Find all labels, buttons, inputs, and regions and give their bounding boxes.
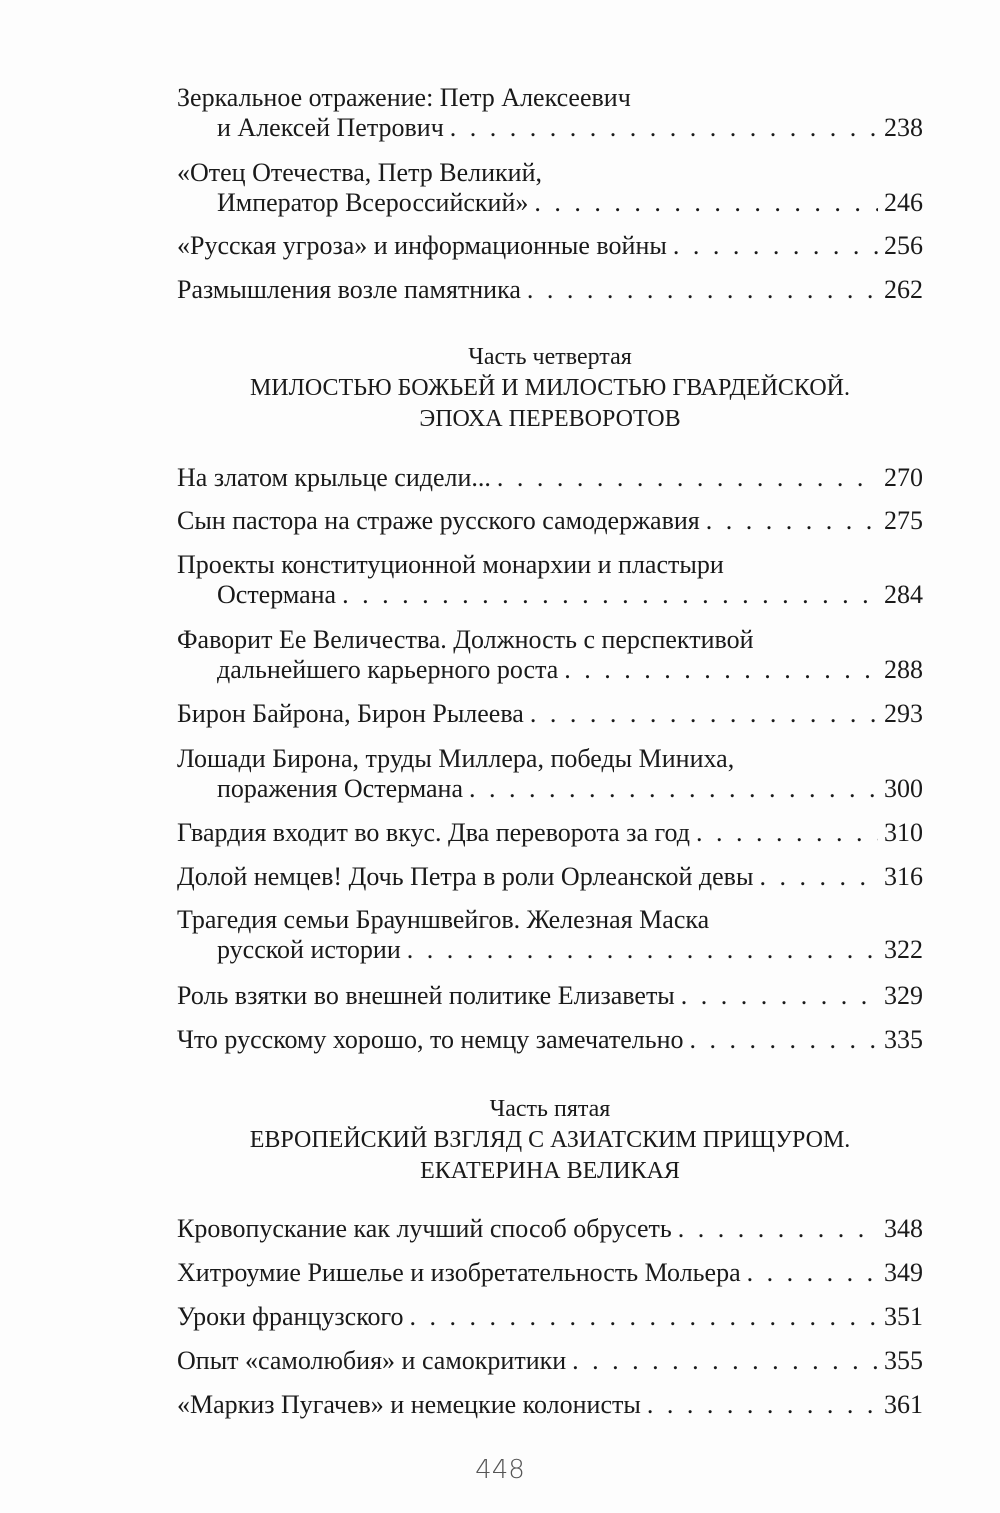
part-title-line bbox=[177, 404, 923, 435]
entry-title: и Алексей Петрович bbox=[217, 113, 444, 142]
part-label bbox=[177, 342, 923, 373]
entry-title: Размышления возле памятника bbox=[177, 275, 521, 304]
part-title-line bbox=[177, 1125, 923, 1156]
heading-text: ЕВРОПЕЙСКИЙ ВЗГЛЯД С АЗИАТСКИМ ПРИЩУРОМ. bbox=[249, 1127, 851, 1153]
entry-title: Опыт «самолюбия» и самокритики bbox=[177, 1346, 567, 1375]
entry-title: Остермана bbox=[217, 580, 337, 609]
dot-leader bbox=[647, 1390, 878, 1420]
entry-title: поражения Остермана bbox=[217, 774, 463, 803]
entry-line bbox=[177, 275, 923, 305]
dot-leader bbox=[410, 1302, 878, 1332]
dot-leader bbox=[706, 506, 878, 536]
entry-line bbox=[177, 83, 923, 113]
dot-leader bbox=[690, 1025, 878, 1055]
entry-title: «Отец Отечества, Петр Великий, bbox=[177, 158, 542, 187]
part-heading bbox=[177, 342, 923, 435]
toc-entry bbox=[177, 1302, 923, 1332]
entry-title: Фаворит Ее Величества. Должность с перспективой bbox=[177, 625, 754, 654]
entry-page-number: 329 bbox=[884, 981, 923, 1010]
toc-entry bbox=[177, 506, 923, 536]
entry-title: «Маркиз Пугачев» и немецкие колонисты bbox=[177, 1390, 641, 1419]
entry-line bbox=[177, 935, 923, 965]
entry-page-number: 349 bbox=[884, 1258, 923, 1287]
entry-page-number: 348 bbox=[884, 1214, 923, 1243]
entry-title: Сын пастора на страже русского самодержавия bbox=[177, 506, 700, 535]
entry-title: Долой немцев! Дочь Петра в роли Орлеанской девы bbox=[177, 862, 754, 891]
toc-entry bbox=[177, 981, 923, 1011]
dot-leader bbox=[747, 1258, 878, 1288]
entry-page-number: 355 bbox=[884, 1346, 923, 1375]
entry-title: Император Всероссийский» bbox=[217, 188, 529, 217]
entry-page-number: 284 bbox=[884, 580, 923, 609]
heading-text: ЭПОХА ПЕРЕВОРОТОВ bbox=[419, 406, 681, 432]
dot-leader bbox=[678, 1214, 878, 1244]
toc-entry bbox=[177, 1214, 923, 1244]
entry-page-number: 246 bbox=[884, 188, 923, 217]
entry-title: Трагедия семьи Брауншвейгов. Железная Маска bbox=[177, 905, 710, 934]
entry-line bbox=[177, 625, 923, 655]
toc-entry bbox=[177, 463, 923, 493]
entry-title: Роль взятки во внешней политике Елизаветы bbox=[177, 981, 675, 1010]
page-number: 448 bbox=[475, 1455, 525, 1485]
dot-leader bbox=[759, 862, 878, 892]
dot-leader bbox=[681, 981, 878, 1011]
entry-title: русской истории bbox=[217, 935, 401, 964]
entry-title: Что русскому хорошо, то немцу замечательно bbox=[177, 1025, 684, 1054]
toc-entry bbox=[177, 1346, 923, 1376]
entry-title: Уроки французского bbox=[177, 1302, 404, 1331]
heading-text: ЕКАТЕРИНА ВЕЛИКАЯ bbox=[420, 1158, 680, 1184]
entry-title: Бирон Байрона, Бирон Рылеева bbox=[177, 699, 524, 728]
entry-title: Хитроумие Ришелье и изобретательность Мольера bbox=[177, 1258, 741, 1287]
entry-title: Лошади Бирона, труды Миллера, победы Миниха, bbox=[177, 744, 735, 773]
dot-leader bbox=[696, 818, 878, 848]
dot-leader bbox=[530, 699, 878, 729]
entry-line bbox=[177, 655, 923, 685]
entry-line bbox=[177, 580, 923, 610]
dot-leader bbox=[673, 231, 878, 261]
entry-page-number: 300 bbox=[884, 774, 923, 803]
toc-entry bbox=[177, 1390, 923, 1420]
entry-line bbox=[177, 1390, 923, 1420]
entry-title: дальнейшего карьерного роста bbox=[217, 655, 559, 684]
part-label bbox=[177, 1094, 923, 1125]
entry-page-number: 256 bbox=[884, 231, 923, 260]
dot-leader bbox=[342, 580, 878, 610]
entry-line bbox=[177, 862, 923, 892]
entry-line bbox=[177, 818, 923, 848]
entry-page-number: 322 bbox=[884, 935, 923, 964]
entry-title: На златом крыльце сидели... bbox=[177, 463, 491, 492]
toc-entry bbox=[177, 699, 923, 729]
entry-line bbox=[177, 699, 923, 729]
entry-line bbox=[177, 550, 923, 580]
entry-title: «Русская угроза» и информационные войны bbox=[177, 231, 667, 260]
entry-page-number: 238 bbox=[884, 113, 923, 142]
entry-line bbox=[177, 231, 923, 261]
entry-line bbox=[177, 1258, 923, 1288]
heading-text: МИЛОСТЬЮ БОЖЬЕЙ И МИЛОСТЬЮ ГВАРДЕЙСКОЙ. bbox=[249, 375, 851, 401]
dot-leader bbox=[469, 774, 878, 804]
part-heading bbox=[177, 1094, 923, 1187]
dot-leader bbox=[450, 113, 878, 143]
toc-entry bbox=[177, 818, 923, 848]
entry-line bbox=[177, 188, 923, 218]
heading-text: Часть четвертая bbox=[468, 344, 632, 370]
entry-line bbox=[177, 1346, 923, 1376]
entry-line bbox=[177, 506, 923, 536]
toc-entry bbox=[177, 905, 923, 965]
entry-page-number: 335 bbox=[884, 1025, 923, 1054]
toc-entry bbox=[177, 231, 923, 261]
entry-page-number: 275 bbox=[884, 506, 923, 535]
heading-text: Часть пятая bbox=[489, 1096, 611, 1122]
toc-entry bbox=[177, 1025, 923, 1055]
dot-leader bbox=[564, 655, 878, 685]
toc-entry bbox=[177, 158, 923, 218]
dot-leader bbox=[527, 275, 878, 305]
dot-leader bbox=[497, 463, 878, 493]
entry-line bbox=[177, 1214, 923, 1244]
entry-line bbox=[177, 905, 923, 935]
entry-page-number: 293 bbox=[884, 699, 923, 728]
entry-title: Кровопускание как лучший способ обрусеть bbox=[177, 1214, 672, 1243]
entry-page-number: 316 bbox=[884, 862, 923, 891]
entry-line bbox=[177, 158, 923, 188]
toc-entry bbox=[177, 275, 923, 305]
entry-title: Проекты конституционной монархии и пластыри bbox=[177, 550, 724, 579]
entry-page-number: 310 bbox=[884, 818, 923, 847]
entry-line bbox=[177, 744, 923, 774]
entry-line bbox=[177, 774, 923, 804]
toc-entry bbox=[177, 625, 923, 685]
part-title-line bbox=[177, 1156, 923, 1187]
entry-title: Гвардия входит во вкус. Два переворота за год bbox=[177, 818, 690, 847]
entry-page-number: 288 bbox=[884, 655, 923, 684]
entry-line bbox=[177, 981, 923, 1011]
entry-page-number: 262 bbox=[884, 275, 923, 304]
toc-entry bbox=[177, 862, 923, 892]
toc-entry bbox=[177, 550, 923, 610]
entry-line bbox=[177, 1302, 923, 1332]
entry-line bbox=[177, 463, 923, 493]
toc-entry bbox=[177, 1258, 923, 1288]
dot-leader bbox=[534, 188, 878, 218]
part-title-line bbox=[177, 373, 923, 404]
entry-page-number: 361 bbox=[884, 1390, 923, 1419]
entry-line bbox=[177, 1025, 923, 1055]
toc-entry bbox=[177, 83, 923, 143]
entry-page-number: 351 bbox=[884, 1302, 923, 1331]
entry-line bbox=[177, 113, 923, 143]
entry-title: Зеркальное отражение: Петр Алексеевич bbox=[177, 83, 631, 112]
dot-leader bbox=[407, 935, 878, 965]
entry-page-number: 270 bbox=[884, 463, 923, 492]
toc-entry bbox=[177, 744, 923, 804]
dot-leader bbox=[572, 1346, 878, 1376]
